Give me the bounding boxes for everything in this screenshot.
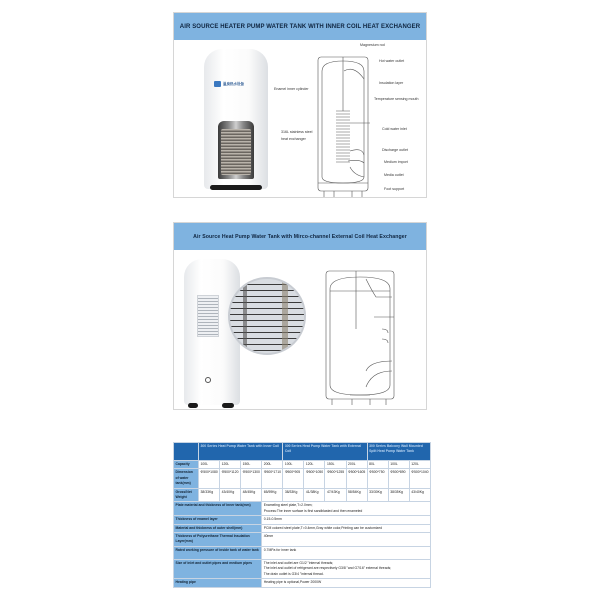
external-coil-title: Air Source Heat Pump Water Tank with Mirco-channel External Coil Heat Exchanger [174, 223, 426, 250]
dimension-cell: Φ500*1050 [304, 469, 325, 488]
label-enamel-inner-cylinder: Enamel inner cylinder [274, 87, 309, 91]
label-magnesium-rod: Magnesium rod [360, 43, 385, 47]
weight-cell: 41/38Kg [304, 488, 325, 502]
inner-coil-tank-photo [204, 49, 268, 189]
dimension-cell: Φ500*1710 [262, 469, 283, 488]
weight-cell: 65/59Kg [262, 488, 283, 502]
micro-channel-coil-closeup [228, 277, 306, 355]
weight-cell: 43/40Kg [409, 488, 430, 502]
inner-coil-diagram [314, 51, 372, 201]
spec-label: Thickness of enamel layer [174, 516, 262, 524]
weight-label: Gross/Net Weight [174, 488, 199, 502]
valve-icon [205, 377, 211, 383]
capacity-cell: 100L [199, 461, 220, 469]
header-corner [174, 443, 199, 461]
dimension-cell: Φ500*1040 [409, 469, 430, 488]
spec-row [174, 516, 431, 524]
spec-row [174, 524, 431, 532]
dimension-cell: Φ500*890 [388, 469, 409, 488]
spec-value: 0.7MPa for inner tank [262, 546, 431, 559]
label-heat-exchanger: heat exchanger [281, 137, 306, 141]
label-discharge-outlet: Discharge outlet [382, 148, 408, 152]
inner-coil-panel [173, 12, 427, 198]
capacity-cell: 120L [409, 461, 430, 469]
label-foot-support: Foot support [384, 187, 405, 191]
capacity-cell: 150L [325, 461, 346, 469]
label-temperature-sensing-mouth: Temperature sensing mouth [374, 97, 419, 101]
group-balcony: 300 Series Balcony Wall Mounted Split Heat Pump Water Tank [367, 443, 430, 461]
coil-window [197, 295, 219, 337]
spec-value: 40mm [262, 533, 431, 547]
dimension-cell: Φ500*1255 [325, 469, 346, 488]
spec-row [174, 559, 431, 578]
spec-value: The inlet and outlet are G1/2 "internal threads; The inlet and outlet of refrigerant are respectively G3/8 "and G7/16" external threads; The drain outlet is G3/4 "internal thread. [262, 559, 431, 578]
tank-foot-left [188, 403, 198, 408]
spec-label: Plate material and thickness of inner tank(mm) [174, 502, 262, 516]
spec-label: Thickness of Polyurethane Thermal Insulation Layer(mm) [174, 533, 262, 547]
spec-row [174, 546, 431, 559]
spec-label: Heating pipe [174, 579, 262, 587]
label-hot-water-outlet: Hot water outlet [379, 59, 405, 63]
capacity-cell: 80L [367, 461, 388, 469]
spec-label: Rated working pressure of inside tank of water tank [174, 546, 262, 559]
weight-cell: 48/45Kg [241, 488, 262, 502]
spec-value: Enameling steel plate,T=2.0mm; Process:The inner surface is first sandblasted and then enameled [262, 502, 431, 516]
spec-row [174, 579, 431, 587]
tank-base [210, 185, 262, 190]
dimension-cell: Φ500*905 [283, 469, 304, 488]
weight-row [174, 488, 431, 502]
capacity-cell: 120L [304, 461, 325, 469]
spec-label: Material and thickness of outer shell(mm) [174, 524, 262, 532]
label-media-outlet: Media outlet [384, 173, 404, 177]
label-stainless-steel: 316L stainless steel [281, 130, 313, 134]
capacity-cell: 200L [262, 461, 283, 469]
dimension-row [174, 469, 431, 488]
capacity-cell: 120L [220, 461, 241, 469]
spec-table [173, 442, 431, 588]
capacity-cell: 100L [388, 461, 409, 469]
group-external-coil: 300 Series Heat Pump Water Tank with External Coil [283, 443, 367, 461]
group-inner-coil: 300 Series Heat Pump Water Tank with Inner Coil [199, 443, 283, 461]
spec-value: PCM colored steel plate,T=0.4mm,Gray white color,Printing can be customized [262, 524, 431, 532]
weight-cell: 47/43Kg [325, 488, 346, 502]
capacity-row [174, 461, 431, 469]
label-insulation-layer: Insulation layer [379, 81, 404, 85]
weight-cell: 33/30Kg [367, 488, 388, 502]
spec-row [174, 533, 431, 547]
coil-cutaway [218, 121, 254, 179]
brand-logo: 温泉热水设备 [214, 81, 244, 87]
dimension-cell: Φ500*1300 [241, 469, 262, 488]
capacity-label: Capacity [174, 461, 199, 469]
inner-coil-title: AIR SOURCE HEATER PUMP WATER TANK WITH INNER COIL HEAT EXCHANGER [174, 13, 426, 40]
table-header-row [174, 443, 431, 461]
weight-cell: 58/54Kg [346, 488, 367, 502]
tank-foot-right [222, 403, 234, 408]
brand-logo-icon [214, 81, 221, 87]
weight-cell: 38/35Kg [388, 488, 409, 502]
capacity-cell: 150L [241, 461, 262, 469]
weight-cell: 38/33Kg [283, 488, 304, 502]
dimension-cell: Φ500*750 [367, 469, 388, 488]
dimension-cell: Φ500*1605 [346, 469, 367, 488]
label-cold-water-inlet: Cold water inlet [382, 127, 407, 131]
spec-value: 0.15-0.5mm [262, 516, 431, 524]
capacity-cell: 200L [346, 461, 367, 469]
dimension-cell: Φ500*1120 [220, 469, 241, 488]
spec-value: Heating pipe is optional,Power 2000W [262, 579, 431, 587]
weight-cell: 38/33Kg [199, 488, 220, 502]
spec-label: Size of inlet and outlet pipes and medium pipes [174, 559, 262, 578]
label-medium-import: Medium import [384, 160, 408, 164]
external-coil-diagram [322, 267, 398, 407]
coil-icon [221, 129, 251, 175]
dimension-label: Dimension of water tank(mm) [174, 469, 199, 488]
spec-row [174, 502, 431, 516]
dimension-cell: Φ500*1080 [199, 469, 220, 488]
external-coil-panel [173, 222, 427, 410]
capacity-cell: 100L [283, 461, 304, 469]
weight-cell: 43/40Kg [220, 488, 241, 502]
